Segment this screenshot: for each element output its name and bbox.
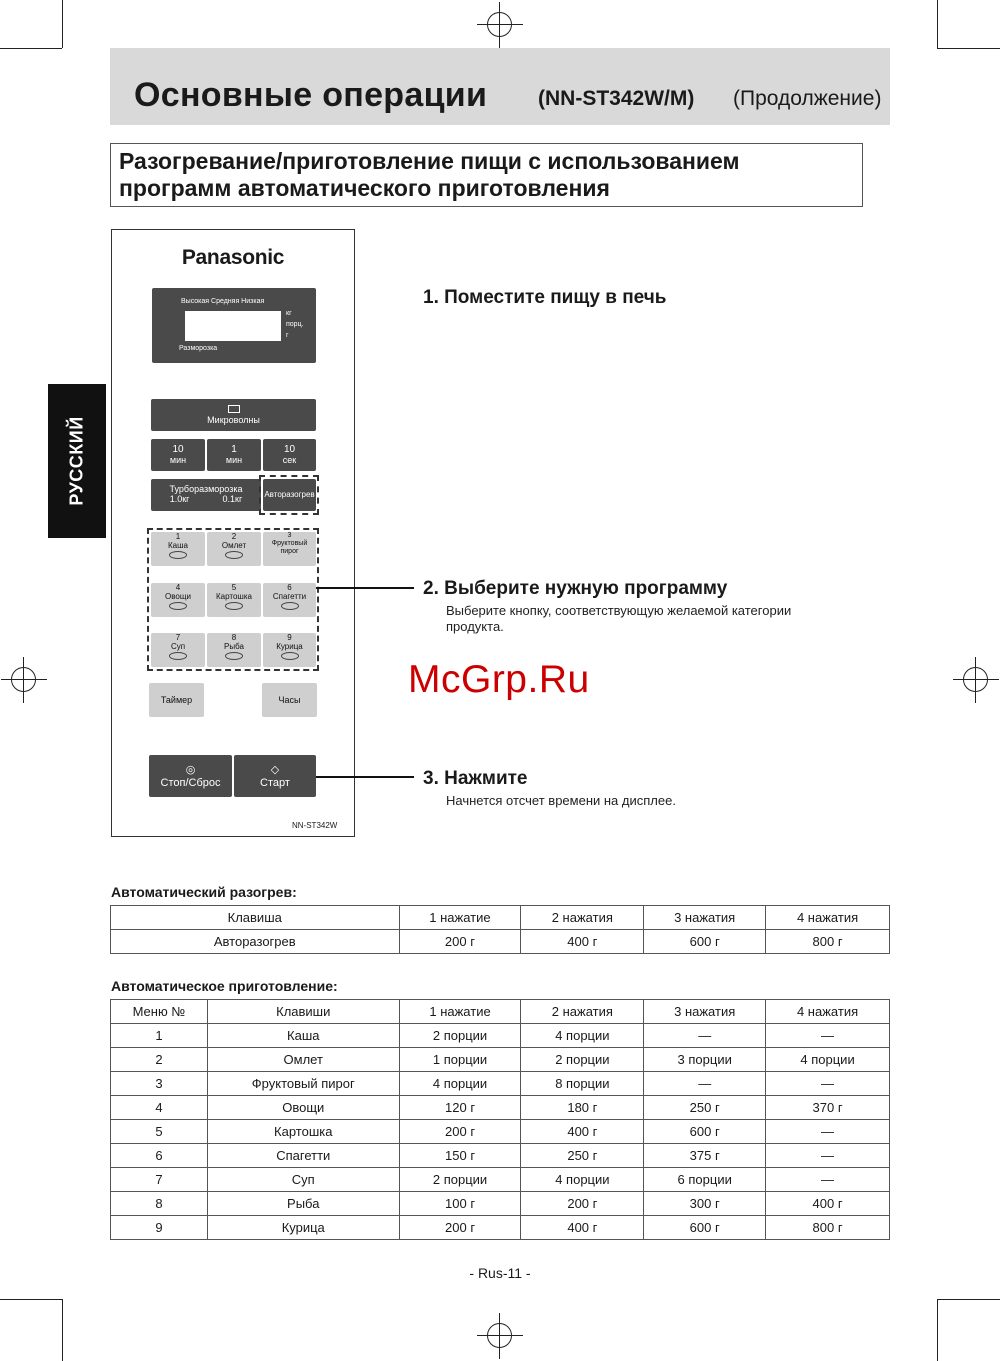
program-button-8[interactable]: [207, 633, 261, 667]
one-minute-button[interactable]: [207, 439, 261, 471]
table-cell: —: [644, 1024, 766, 1048]
program-number: 2: [231, 532, 237, 541]
brand-logo: Panasonic: [181, 246, 285, 269]
table-cell: —: [644, 1072, 766, 1096]
table-cell: 370 г: [766, 1096, 890, 1120]
program-button-1[interactable]: [151, 532, 205, 566]
table-header-cell: 4 нажатия: [766, 906, 890, 930]
table-cell: 150 г: [399, 1144, 521, 1168]
model-label: (NN-ST342W/M): [538, 87, 695, 110]
table-cell: Каша: [207, 1024, 399, 1048]
auto-cook-caption: Автоматическое приготовление:: [111, 978, 338, 994]
table-cell: 5: [111, 1120, 208, 1144]
start-label: Старт: [260, 777, 290, 789]
button-number: 10: [172, 444, 184, 455]
table-cell: 6 порции: [644, 1168, 766, 1192]
table-header-cell: Меню №: [111, 1000, 208, 1024]
program-number: 8: [231, 633, 237, 642]
table-cell: 2 порции: [399, 1168, 521, 1192]
program-button-2[interactable]: [207, 532, 261, 566]
table-cell: 4 порции: [399, 1072, 521, 1096]
microwave-button[interactable]: [151, 399, 316, 431]
table-cell: 600 г: [644, 1120, 766, 1144]
step-2-description: Выберите кнопку, соответствующую желаемой категории продукта.: [446, 603, 792, 634]
potato-icon: [225, 602, 243, 610]
program-button-7[interactable]: [151, 633, 205, 667]
table-cell: 7: [111, 1168, 208, 1192]
stop-icon: ◎: [185, 764, 196, 776]
table-cell: 3: [111, 1072, 208, 1096]
table-cell: 2 порции: [399, 1024, 521, 1048]
crop-mark: [937, 0, 938, 48]
program-label: Рыба: [224, 642, 244, 651]
stop-reset-label: Стоп/Сброс: [160, 777, 221, 789]
table-cell: 200 г: [399, 1120, 521, 1144]
table-cell: 4: [111, 1096, 208, 1120]
table-cell: 6: [111, 1144, 208, 1168]
program-number: 4: [175, 583, 181, 592]
table-header-cell: 4 нажатия: [766, 1000, 890, 1024]
table-cell: —: [766, 1168, 890, 1192]
button-unit: мин: [169, 455, 187, 465]
registration-mark: [1, 657, 47, 703]
panel-display: [152, 288, 316, 363]
table-cell: 600 г: [644, 1216, 766, 1240]
table-header-cell: 1 нажатие: [399, 906, 521, 930]
table-row: [111, 1192, 890, 1216]
table-cell: Спагетти: [207, 1144, 399, 1168]
auto-reheat-caption: Автоматический разогрев:: [111, 884, 297, 900]
continuation-label: (Продолжение): [733, 87, 882, 110]
table-row: [111, 1048, 890, 1072]
table-cell: Авторазогрев: [111, 930, 400, 954]
page-title: Основные операции: [134, 76, 488, 114]
table-cell: Омлет: [207, 1048, 399, 1072]
table-cell: 300 г: [644, 1192, 766, 1216]
table-cell: 3 порции: [644, 1048, 766, 1072]
auto-reheat-table: [110, 905, 890, 954]
control-panel: [111, 229, 355, 837]
program-button-6[interactable]: [263, 583, 316, 617]
table-cell: 120 г: [399, 1096, 521, 1120]
table-row: [111, 1168, 890, 1192]
table-cell: 100 г: [399, 1192, 521, 1216]
table-cell: 180 г: [521, 1096, 644, 1120]
program-label: Спагетти: [272, 592, 307, 601]
program-button-9[interactable]: [263, 633, 316, 667]
program-number: 9: [287, 633, 292, 642]
table-row: [111, 1144, 890, 1168]
fish-icon: [225, 652, 243, 660]
step-2-title: 2. Выберите нужную программу: [423, 578, 728, 599]
leader-line-3: [316, 776, 414, 778]
program-label: Овощи: [165, 592, 191, 601]
step-3-title: 3. Нажмите: [423, 768, 528, 789]
crop-mark: [62, 1299, 63, 1361]
section-title-line2: программ автоматического приготовления: [119, 175, 610, 201]
table-cell: Суп: [207, 1168, 399, 1192]
table-cell: 200 г: [399, 1216, 521, 1240]
table-cell: 800 г: [766, 930, 890, 954]
crop-mark: [937, 1299, 1000, 1300]
table-cell: 800 г: [766, 1216, 890, 1240]
program-label: Курица: [276, 642, 303, 651]
table-cell: 400 г: [521, 930, 644, 954]
table-cell: —: [766, 1144, 890, 1168]
table-cell: 600 г: [644, 930, 766, 954]
table-cell: 250 г: [644, 1096, 766, 1120]
table-cell: 1: [111, 1024, 208, 1048]
program-number: 3: [287, 532, 292, 539]
table-cell: 2: [111, 1048, 208, 1072]
table-cell: 8: [111, 1192, 208, 1216]
clock-button[interactable]: [262, 683, 317, 717]
table-cell: 250 г: [521, 1144, 644, 1168]
start-button[interactable]: [234, 755, 316, 797]
clock-label: Часы: [278, 695, 301, 705]
table-cell: —: [766, 1120, 890, 1144]
button-number: 1: [231, 444, 237, 455]
table-header-cell: 3 нажатия: [644, 1000, 766, 1024]
table-row: [111, 1096, 890, 1120]
omelette-icon: [225, 551, 243, 559]
timer-label: Таймер: [160, 695, 193, 705]
button-unit: сек: [282, 455, 297, 465]
table-row: [111, 1120, 890, 1144]
program-label: Фруктовый пирог: [271, 540, 308, 555]
table-cell: Курица: [207, 1216, 399, 1240]
language-tab: [48, 384, 106, 538]
watermark: McGrp.Ru: [408, 658, 590, 701]
step-1-title: 1. Поместите пищу в печь: [423, 287, 667, 308]
timer-button[interactable]: [149, 683, 204, 717]
program-number: 6: [287, 583, 292, 592]
crop-mark: [937, 48, 1000, 49]
table-row: [111, 930, 890, 954]
table-cell: 400 г: [766, 1192, 890, 1216]
program-number: 7: [175, 633, 181, 642]
table-header-cell: 3 нажатия: [644, 906, 766, 930]
crop-mark: [0, 48, 62, 49]
crop-mark: [62, 0, 63, 48]
auto-reheat-highlight: [259, 475, 319, 515]
table-cell: 9: [111, 1216, 208, 1240]
table-cell: 375 г: [644, 1144, 766, 1168]
turbo-defrost-button[interactable]: [151, 479, 261, 511]
table-cell: 4 порции: [766, 1048, 890, 1072]
microwave-label: Микроволны: [207, 415, 260, 425]
crop-mark: [0, 1299, 62, 1300]
section-title-line1: Разогревание/приготовление пищи с использованием: [119, 148, 740, 174]
button-number: 10: [283, 444, 296, 455]
table-header-row: [111, 1000, 890, 1024]
unit-portions: порц.: [286, 321, 304, 328]
program-number: 1: [175, 532, 181, 541]
display-screen: [185, 311, 281, 341]
defrost-label: Разморозка: [179, 345, 218, 352]
table-row: [111, 1072, 890, 1096]
table-cell: 4 порции: [521, 1168, 644, 1192]
program-number: 5: [231, 583, 237, 592]
table-cell: Рыба: [207, 1192, 399, 1216]
program-label: Картошка: [216, 592, 252, 601]
program-label: Каша: [168, 541, 188, 550]
section-heading: [110, 143, 863, 207]
language-tab-label: РУССКИЙ: [66, 416, 87, 506]
leader-line-2: [316, 587, 414, 589]
table-cell: Картошка: [207, 1120, 399, 1144]
stop-reset-button[interactable]: [149, 755, 232, 797]
table-row: [111, 1216, 890, 1240]
table-header-cell: 2 нажатия: [521, 906, 644, 930]
registration-mark: [953, 657, 999, 703]
start-icon: ◇: [270, 764, 280, 776]
unit-g: г: [286, 332, 289, 339]
vegetables-icon: [169, 602, 187, 610]
table-cell: 200 г: [521, 1192, 644, 1216]
unit-kg: кг: [286, 310, 292, 317]
table-cell: 400 г: [521, 1216, 644, 1240]
chicken-icon: [281, 652, 299, 660]
table-header-cell: 2 нажатия: [521, 1000, 644, 1024]
registration-mark: [477, 2, 523, 48]
turbo-defrost-label: Турборазморозка: [169, 484, 243, 494]
table-cell: 400 г: [521, 1120, 644, 1144]
program-button-4[interactable]: [151, 583, 205, 617]
page-number: - Rus-11 -: [469, 1265, 531, 1281]
table-cell: Овощи: [207, 1096, 399, 1120]
spaghetti-icon: [281, 602, 299, 610]
table-header-cell: Клавиши: [207, 1000, 399, 1024]
weight-option: 1.0кг: [169, 494, 190, 504]
table-cell: 1 порции: [399, 1048, 521, 1072]
program-button-5[interactable]: [207, 583, 261, 617]
table-cell: 8 порции: [521, 1072, 644, 1096]
table-cell: 200 г: [399, 930, 521, 954]
table-header-cell: Клавиша: [111, 906, 400, 930]
table-header-cell: 1 нажатие: [399, 1000, 521, 1024]
program-button-3[interactable]: [263, 532, 316, 566]
auto-reheat-label: Авторазогрев: [264, 490, 315, 499]
program-label: Омлет: [221, 541, 247, 550]
soup-icon: [169, 652, 187, 660]
ten-second-button[interactable]: [263, 439, 316, 471]
ten-minute-button[interactable]: [151, 439, 205, 471]
bowl-icon: [169, 551, 187, 559]
table-cell: 2 порции: [521, 1048, 644, 1072]
table-header-row: [111, 906, 890, 930]
auto-cook-table: [110, 999, 890, 1240]
registration-mark: [477, 1313, 523, 1359]
weight-option: 0.1кг: [222, 494, 243, 504]
table-cell: —: [766, 1024, 890, 1048]
table-cell: —: [766, 1072, 890, 1096]
microwave-icon: [228, 405, 240, 413]
button-unit: мин: [225, 455, 243, 465]
table-cell: 4 порции: [521, 1024, 644, 1048]
crop-mark: [937, 1299, 938, 1361]
power-levels-label: Высокая Средняя Низкая: [181, 298, 265, 305]
table-cell: Фруктовый пирог: [207, 1072, 399, 1096]
panel-model-label: NN-ST342W: [292, 821, 338, 830]
program-label: Суп: [170, 642, 186, 651]
step-3-description: Начнется отсчет времени на дисплее.: [446, 793, 676, 808]
table-row: [111, 1024, 890, 1048]
